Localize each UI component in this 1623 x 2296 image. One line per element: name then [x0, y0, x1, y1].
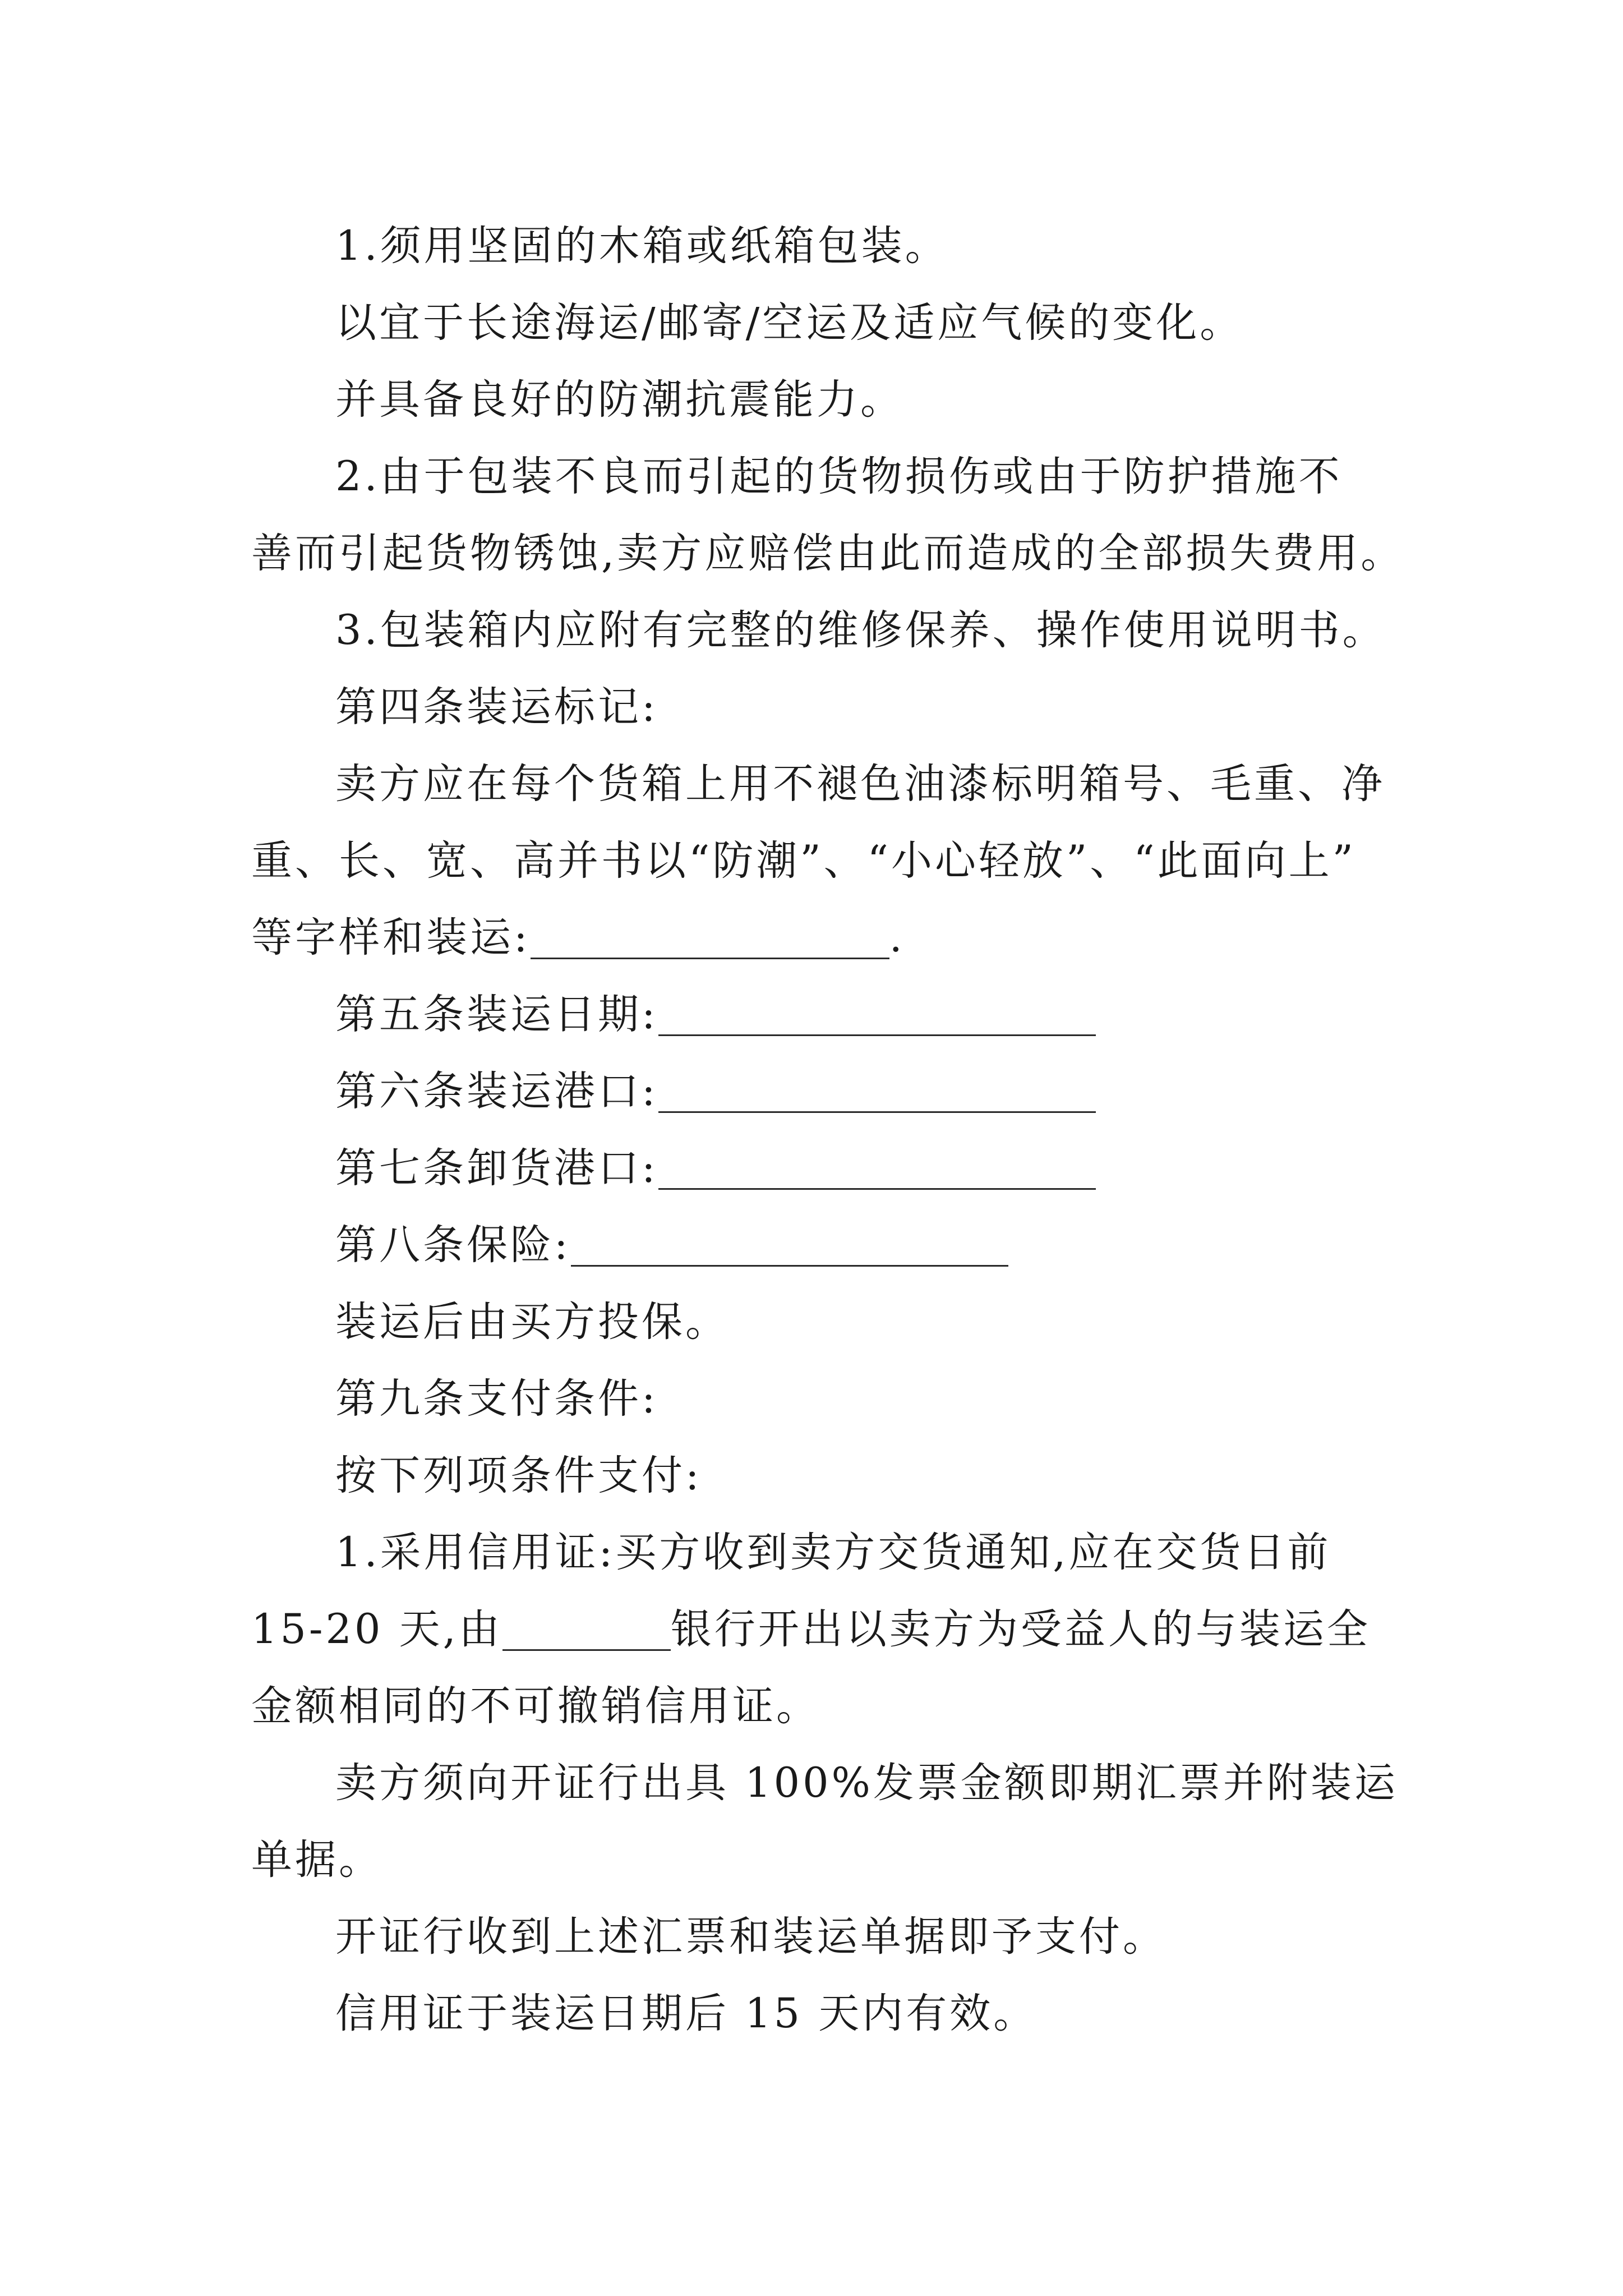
payment-bank-pays: 开证行收到上述汇票和装运单据即予支付。 — [335, 1913, 1166, 1961]
loading-port-blank[interactable] — [658, 1072, 1096, 1113]
issuing-bank-blank[interactable] — [502, 1610, 671, 1651]
article-5-line — [251, 976, 1401, 1053]
paragraph-packing-suitability: 以宜于长途海运/邮寄/空运及适应气候的变化。 — [335, 299, 1244, 347]
shipping-mark-label: 等字样和装运: — [251, 914, 531, 961]
payment-draft-line2: 单据。 — [251, 1836, 382, 1884]
article-4-text-line2: 重、长、宽、高并书以“防潮”、“小心轻放”、“此面向上” — [251, 837, 1356, 885]
article-8-text: 装运后由买方投保。 — [335, 1298, 729, 1346]
paragraph-packing-3: 3.包装箱内应附有完整的维修保养、操作使用说明书。 — [335, 606, 1386, 654]
article-4-heading: 第四条装运标记: — [335, 683, 658, 731]
article-8-label: 第八条保险: — [335, 1221, 571, 1269]
payment-1-line1: 1.采用信用证:买方收到卖方交货通知,应在交货日前 — [335, 1529, 1331, 1576]
insurance-blank[interactable] — [571, 1226, 1008, 1267]
payment-draft-line1: 卖方须向开证行出具 100%发票金额即期汇票并附装运 — [335, 1759, 1398, 1807]
article-8-line — [251, 1207, 1401, 1283]
payment-1-line2 — [251, 1591, 1401, 1668]
paragraph-packing-protection: 并具备良好的防潮抗震能力。 — [335, 376, 904, 424]
article-4-text-line1: 卖方应在每个货箱上用不褪色油漆标明箱号、毛重、净 — [335, 760, 1385, 808]
article-6-line — [251, 1053, 1401, 1130]
payment-days-text: 15-20 天,由 — [251, 1605, 502, 1653]
article-5-label: 第五条装运日期: — [335, 991, 658, 1038]
document-body — [251, 208, 1405, 2052]
shipment-date-blank[interactable] — [658, 995, 1096, 1036]
article-9-intro: 按下列项条件支付: — [335, 1452, 702, 1499]
article-7-label: 第七条卸货港口: — [335, 1144, 658, 1192]
shipping-mark-blank[interactable] — [531, 918, 889, 959]
paragraph-packing-2-line2: 善而引起货物锈蚀,卖方应赔偿由此而造成的全部损失费用。 — [251, 530, 1405, 577]
paragraph-packing-1: 1.须用坚固的木箱或纸箱包装。 — [335, 222, 949, 270]
article-6-label: 第六条装运港口: — [335, 1068, 658, 1115]
payment-1-line3: 金额相同的不可撤销信用证。 — [251, 1682, 820, 1730]
paragraph-packing-2-line1: 2.由于包装不良而引起的货物损伤或由于防护措施不 — [335, 453, 1343, 500]
article-9-heading: 第九条支付条件: — [335, 1375, 658, 1423]
payment-validity: 信用证于装运日期后 15 天内有效。 — [335, 1990, 1038, 2037]
payment-bank-text: 银行开出以卖方为受益人的与装运全 — [670, 1605, 1371, 1653]
article-4-text-line3 — [251, 899, 1401, 976]
article-7-line — [251, 1130, 1401, 1207]
shipping-mark-period: . — [889, 914, 905, 961]
discharge-port-blank[interactable] — [658, 1149, 1096, 1190]
